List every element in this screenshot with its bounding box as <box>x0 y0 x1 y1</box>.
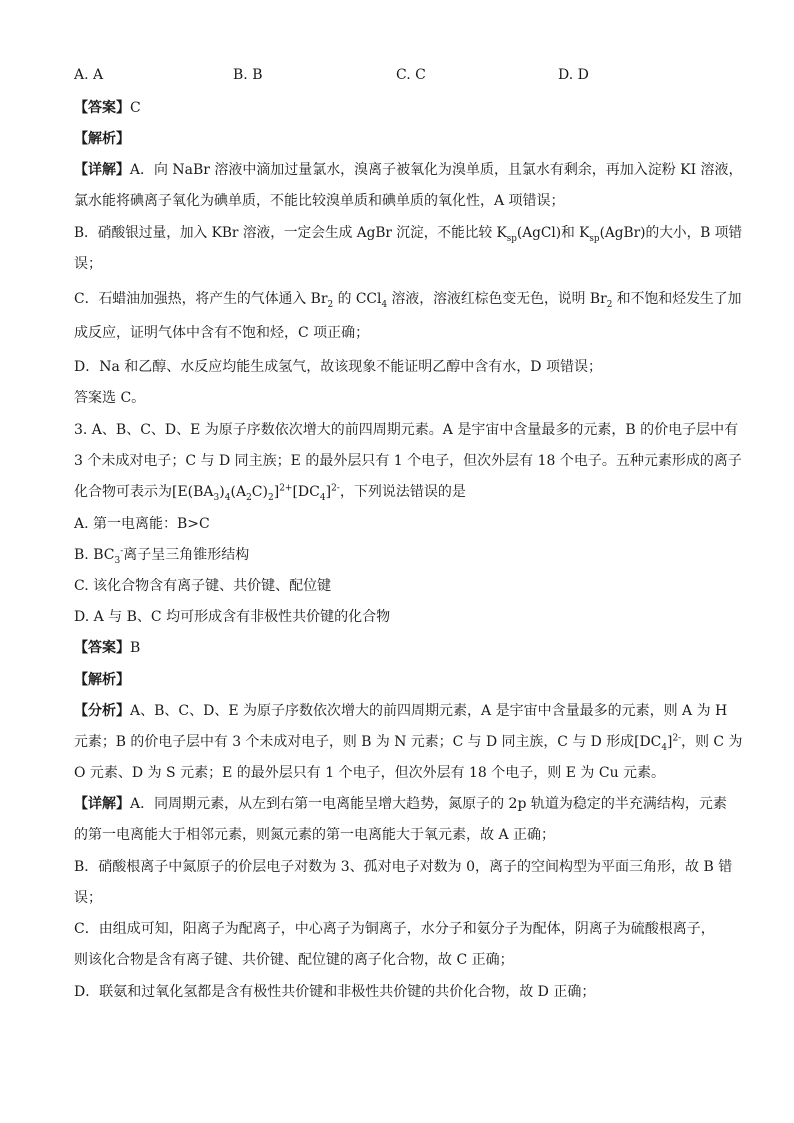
q2-detail-d: D．Na 和乙醇、水反应均能生成氢气，故该现象不能证明乙醇中含有水，D 项错误； <box>74 359 602 375</box>
q3-detail-c-line2: 则该化合物是含有离子键、共价键、配位键的离子化合物，故 C 正确； <box>74 952 514 968</box>
q3-analysis-line1: 【分析】A、B、C、D、E 为原子序数依次增大的前四周期元素，A 是宇宙中含量最多的元素，则 A 为 H <box>74 703 728 719</box>
q2-conclusion: 答案选 C。 <box>74 390 146 406</box>
q3-detail-c-line1: C．由组成可知，阳离子为配离子，中心离子为铜离子，水分子和氨分子为配体，阴离子为硫酸根离子， <box>74 921 715 937</box>
q3-analysis-line2: 元素；B 的价电子层中有 3 个未成对电子，则 B 为 N 元素；C 与 D 同主族，C 与 D 形成$[DC_4]^{2-}$，则 C 为 <box>74 733 743 753</box>
q3-stem-line3: 化合物可表示为$[E(BA_3)_4(A_2C)_2]^{2+}[DC_4]^{2-}$，下列说法错误的是 <box>74 483 466 503</box>
q3-option-b: B. $BC_3^-$离子呈三角锥形结构 <box>74 546 250 566</box>
q2-detail-a-line2: 氯水能将碘离子氧化为碘单质，不能比较溴单质和碘单质的氧化性，A 项错误； <box>74 193 565 209</box>
q2-option-c: C. C <box>396 67 426 83</box>
q2-option-d: D. D <box>558 67 589 83</box>
q2-detail-a-line1: 【详解】A．向 NaBr 溶液中滴加过量氯水，溴离子被氧化为溴单质，且氯水有剩余，再加入淀粉 KI 溶液， <box>74 162 743 178</box>
q3-detail-b-line1: B．硝酸根离子中氮原子的价层电子对数为 3、孤对电子对数为 0，离子的空间构型为平面三角形，故 B 错 <box>74 859 733 875</box>
q2-analysis-label: 【解析】 <box>74 131 130 147</box>
q3-analysis-label: 【解析】 <box>74 672 130 688</box>
q3-detail-d: D．联氨和过氧化氢都是含有极性共价键和非极性共价键的共价化合物，故 D 正确； <box>74 984 596 1000</box>
q3-option-d: D. A 与 B、C 均可形成含有非极性共价键的化合物 <box>74 609 391 625</box>
q3-detail-b-line2: 误； <box>74 890 102 906</box>
q3-stem-line2: 3 个未成对电子；C 与 D 同主族；E 的最外层只有 1 个电子，但次外层有 18 个电子。五种元素形成的离子 <box>74 453 742 469</box>
q2-detail-b-line1: B．硝酸银过量，加入 KBr 溶液，一定会生成 AgBr 沉淀，不能比较 $K_{sp}(AgCl)$和 $K_{sp}(AgBr)$的大小，B 项错 <box>74 225 743 244</box>
q2-answer: 【答案】C <box>74 100 141 116</box>
q3-analysis-line3: O 元素、D 为 S 元素；E 的最外层只有 1 个电子，但次外层有 18 个电子，则 E 为 Cu 元素。 <box>74 765 666 781</box>
q3-answer: 【答案】B <box>74 640 141 656</box>
q3-detail-a-line1: 【详解】A．同周期元素，从左到右第一电离能呈增大趋势，氮原子的 2p 轨道为稳定的半充满结构，元素 <box>74 796 727 812</box>
q2-detail-c-line2: 成反应，证明气体中含有不饱和烃，C 项正确； <box>74 325 370 341</box>
q3-option-c: C. 该化合物含有离子键、共价键、配位键 <box>74 578 332 594</box>
q2-option-a: A. A <box>74 67 104 83</box>
q3-detail-a-line2: 的第一电离能大于相邻元素，则氮元素的第一电离能大于氧元素，故 A 正确； <box>74 827 556 843</box>
q2-option-b: B. B <box>233 67 263 83</box>
q2-detail-c-line1: C．石蜡油加强热，将产生的气体通入 $Br_2$ 的 CCl$_4$ 溶液，溶液红棕色变无色，说明 $Br_2$ 和不饱和烃发生了加 <box>74 291 742 310</box>
q3-stem-line1: 3. A、B、C、D、E 为原子序数依次增大的前四周期元素。A 是宇宙中含量最多的元素，B 的价电子层中有 <box>74 422 739 438</box>
q2-detail-b-line2: 误； <box>74 256 102 272</box>
q3-option-a: A. 第一电离能：B>C <box>74 516 210 532</box>
